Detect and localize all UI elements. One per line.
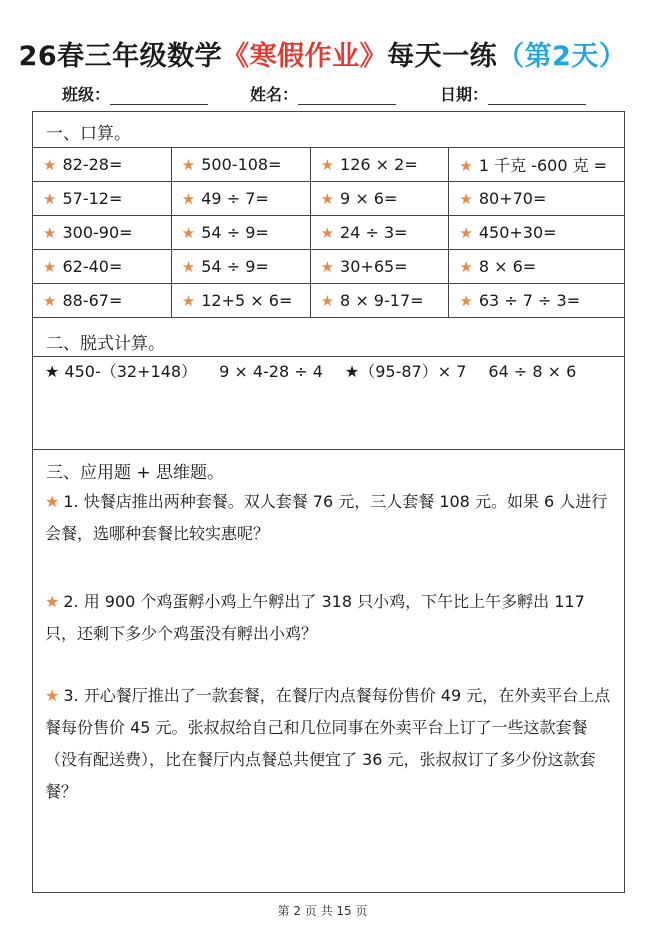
star-icon: ★ bbox=[43, 190, 57, 208]
oral-calc-expression: 54 ÷ 9= bbox=[201, 223, 269, 242]
table-cell bbox=[33, 216, 172, 250]
table-cell bbox=[33, 182, 172, 216]
oral-calc-expression: 450+30= bbox=[478, 223, 557, 242]
oral-calc-expression: 82-28= bbox=[62, 155, 123, 174]
step-calc-item: ★（95-87）× 7 bbox=[344, 362, 467, 381]
table-cell bbox=[33, 250, 172, 284]
table-cell bbox=[449, 182, 625, 216]
star-icon: ★ bbox=[45, 492, 60, 511]
problem-text: 3. 开心餐厅推出了一款套餐，在餐厅内点餐每份售价 49 元，在外卖平台上点餐每份售价 45 元。张叔叔给自己和几位同事在外卖平台上订了一些这款套餐（没有配送费），比在餐厅内点餐总共便宜了 36 元，张叔叔订了多少份这款套餐？ bbox=[45, 686, 611, 801]
table-cell bbox=[33, 148, 172, 182]
title-prefix: 26春三年级数学 bbox=[18, 41, 223, 72]
oral-calc-expression: 1 千克 -600 克 = bbox=[478, 156, 608, 175]
section1-heading: 一、口算。 bbox=[46, 124, 131, 144]
oral-calc-expression: 24 ÷ 3= bbox=[340, 223, 408, 242]
table-row bbox=[33, 182, 625, 216]
oral-calc-expression: 30+65= bbox=[340, 257, 408, 276]
table-cell bbox=[449, 216, 625, 250]
date-label: 日期： bbox=[440, 85, 489, 104]
table-cell bbox=[310, 250, 449, 284]
star-icon: ★ bbox=[45, 686, 60, 705]
class-label: 班级： bbox=[62, 85, 111, 104]
star-icon: ★ bbox=[459, 258, 473, 276]
star-icon: ★ bbox=[320, 190, 335, 208]
step-calc-item: 9 × 4-28 ÷ 4 bbox=[219, 362, 323, 381]
oral-calc-table bbox=[32, 147, 625, 318]
oral-calc-expression: 300-90= bbox=[62, 223, 133, 242]
star-icon: ★ bbox=[43, 258, 57, 276]
star-icon: ★ bbox=[459, 224, 473, 242]
table-row bbox=[33, 250, 625, 284]
oral-calc-expression: 8 × 9-17= bbox=[340, 291, 424, 310]
oral-calc-expression: 80+70= bbox=[478, 189, 547, 208]
problem-text: 2. 用 900 个鸡蛋孵小鸡上午孵出了 318 只小鸡，下午比上午多孵出 117 只，还剩下多少个鸡蛋没有孵出小鸡？ bbox=[45, 592, 585, 643]
oral-calc-expression: 88-67= bbox=[62, 291, 123, 310]
step-calc-item: 64 ÷ 8 × 6 bbox=[488, 362, 577, 381]
step-calc-row bbox=[45, 359, 598, 382]
name-label: 姓名： bbox=[250, 85, 299, 104]
page-footer: 第 2 页 共 15 页 bbox=[277, 904, 368, 918]
star-icon: ★ bbox=[459, 190, 473, 208]
table-cell bbox=[449, 250, 625, 284]
star-icon: ★ bbox=[43, 224, 57, 242]
oral-calc-expression: 62-40= bbox=[62, 257, 123, 276]
oral-calc-expression: 126 × 2= bbox=[340, 155, 418, 174]
table-row bbox=[33, 148, 625, 182]
name-blank[interactable] bbox=[298, 87, 396, 105]
star-icon: ★ bbox=[43, 156, 57, 174]
star-icon: ★ bbox=[320, 258, 335, 276]
oral-calc-expression: 49 ÷ 7= bbox=[201, 189, 269, 208]
star-icon: ★ bbox=[320, 156, 335, 174]
class-blank[interactable] bbox=[110, 87, 208, 105]
table-cell bbox=[310, 148, 449, 182]
date-blank[interactable] bbox=[488, 87, 586, 105]
section3-heading: 三、应用题 + 思维题。 bbox=[46, 463, 225, 483]
word-problem-2 bbox=[45, 586, 617, 650]
star-icon: ★ bbox=[181, 224, 196, 242]
oral-calc-expression: 500-108= bbox=[201, 155, 282, 174]
divider bbox=[33, 356, 624, 357]
class-field bbox=[62, 82, 208, 105]
table-cell bbox=[171, 250, 310, 284]
page-title bbox=[0, 34, 645, 73]
table-cell bbox=[310, 216, 449, 250]
oral-calc-expression: 57-12= bbox=[62, 189, 123, 208]
table-cell bbox=[33, 284, 172, 318]
table-cell bbox=[171, 216, 310, 250]
problem-text: 1. 快餐店推出两种套餐。双人套餐 76 元，三人套餐 108 元。如果 6 人进行会餐，选哪种套餐比较实惠呢？ bbox=[45, 492, 608, 543]
oral-calc-expression: 12+5 × 6= bbox=[201, 291, 293, 310]
star-icon: ★ bbox=[181, 156, 196, 174]
star-icon: ★ bbox=[320, 292, 335, 310]
table-cell bbox=[449, 284, 625, 318]
star-icon: ★ bbox=[181, 258, 196, 276]
date-field bbox=[440, 82, 586, 105]
star-icon: ★ bbox=[459, 292, 473, 310]
table-cell bbox=[310, 284, 449, 318]
title-day: （第2天） bbox=[497, 41, 627, 72]
name-field bbox=[250, 82, 396, 105]
table-cell bbox=[171, 182, 310, 216]
word-problem-3 bbox=[45, 680, 617, 808]
oral-calc-expression: 54 ÷ 9= bbox=[201, 257, 269, 276]
worksheet-frame bbox=[32, 111, 625, 893]
table-cell bbox=[171, 148, 310, 182]
table-cell bbox=[171, 284, 310, 318]
table-cell bbox=[449, 148, 625, 182]
title-highlight: 《寒假作业》 bbox=[222, 41, 388, 72]
step-calc-item: ★ 450-（32+148） bbox=[45, 362, 198, 381]
section2-heading: 二、脱式计算。 bbox=[46, 334, 165, 354]
title-middle: 每天一练 bbox=[387, 41, 498, 72]
oral-calc-expression: 8 × 6= bbox=[478, 257, 537, 276]
table-row bbox=[33, 216, 625, 250]
star-icon: ★ bbox=[181, 190, 196, 208]
star-icon: ★ bbox=[43, 292, 57, 310]
oral-calc-expression: 9 × 6= bbox=[340, 189, 398, 208]
star-icon: ★ bbox=[45, 592, 60, 611]
star-icon: ★ bbox=[320, 224, 335, 242]
star-icon: ★ bbox=[459, 157, 473, 175]
star-icon: ★ bbox=[181, 292, 196, 310]
divider bbox=[33, 449, 624, 450]
oral-calc-expression: 63 ÷ 7 ÷ 3= bbox=[478, 291, 581, 310]
word-problem-1 bbox=[45, 486, 617, 550]
table-cell bbox=[310, 182, 449, 216]
table-row bbox=[33, 284, 625, 318]
